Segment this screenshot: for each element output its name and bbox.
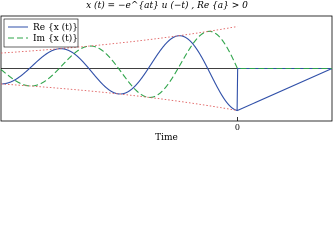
x-tick-label: 0 (234, 123, 240, 132)
legend-label: Im {x (t)} (33, 34, 78, 44)
chart-title: x (t) = −e^{at} u (−t) , Re {a} > 0 (86, 1, 248, 11)
series-line-env_neg (1, 84, 237, 111)
x-axis-label: Time (155, 133, 178, 142)
chart-legend (4, 19, 78, 47)
legend-label: Re {x (t)} (33, 23, 78, 33)
